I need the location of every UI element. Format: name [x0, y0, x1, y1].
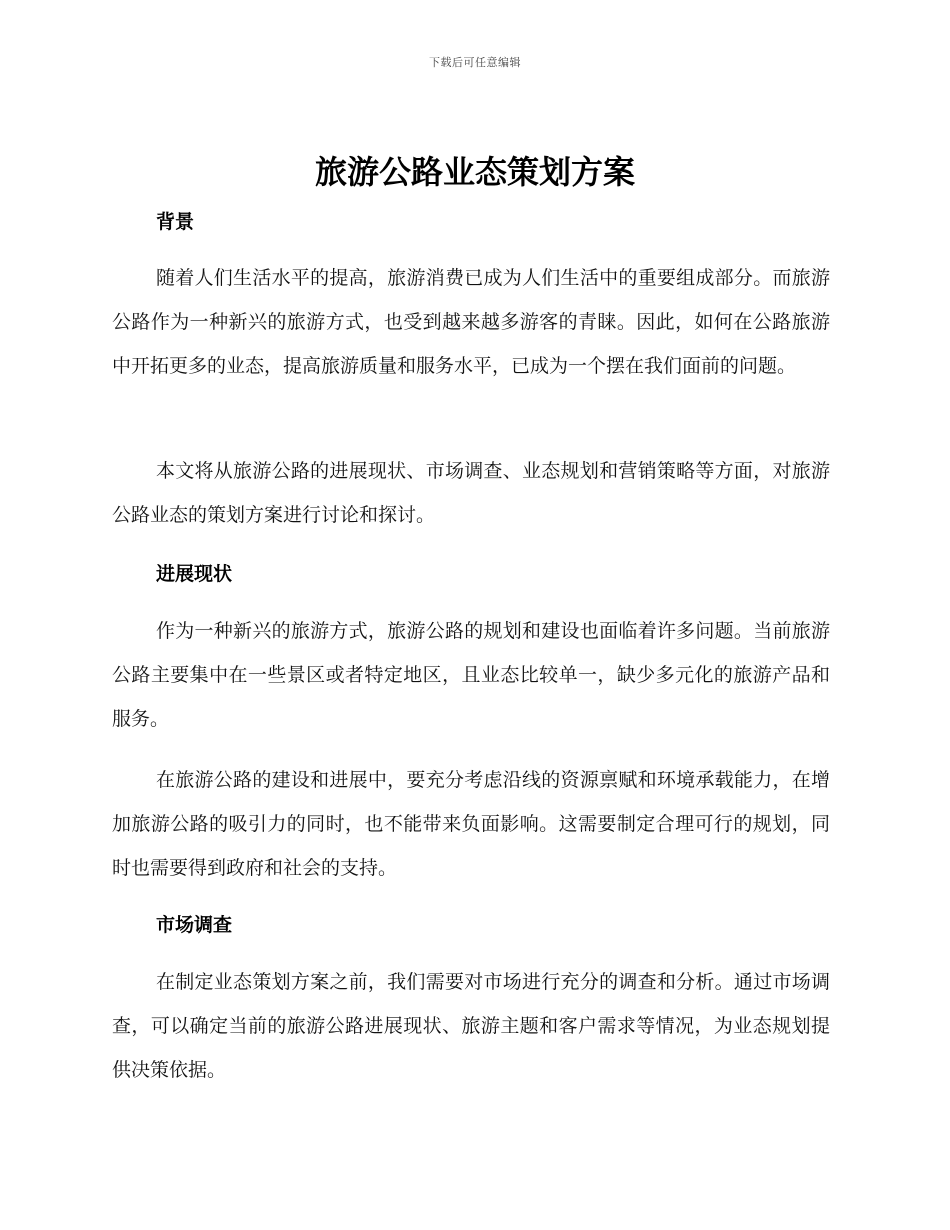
section-heading-status: 进展现状 — [156, 563, 233, 585]
document-title: 旅游公路业态策划方案 — [314, 153, 635, 191]
paragraph-market-1: 在制定业态策划方案之前，我们需要对市场进行充分的调查和分析。通过市场调查，可以确定当前的旅游公路进展现状、旅游主题和客户需求等情况，为业态规划提供决策依据。 — [112, 971, 830, 1081]
section-heading-market: 市场调查 — [156, 914, 233, 936]
paragraph-status-2: 在旅游公路的建设和进展中，要充分考虑沿线的资源禀赋和环境承载能力，在增加旅游公路的吸引力的同时，也不能带来负面影响。这需要制定合理可行的规划，同时也需要得到政府和社会的支持。 — [112, 769, 830, 879]
header-note: 下载后可任意编辑 — [429, 56, 521, 69]
paragraph-background-2: 本文将从旅游公路的进展现状、市场调查、业态规划和营销策略等方面，对旅游公路业态的策划方案进行讨论和探讨。 — [112, 460, 830, 526]
paragraph-background-1: 随着人们生活水平的提高，旅游消费已成为人们生活中的重要组成部分。而旅游公路作为一种新兴的旅游方式，也受到越来越多游客的青睐。因此，如何在公路旅游中开拓更多的业态，提高旅游质量和服务水平，已成为一个摆在我们面前的问题。 — [112, 267, 830, 377]
paragraph-status-1: 作为一种新兴的旅游方式，旅游公路的规划和建设也面临着许多问题。当前旅游公路主要集中在一些景区或者特定地区，且业态比较单一，缺少多元化的旅游产品和服务。 — [112, 620, 830, 730]
section-heading-background: 背景 — [156, 211, 195, 233]
